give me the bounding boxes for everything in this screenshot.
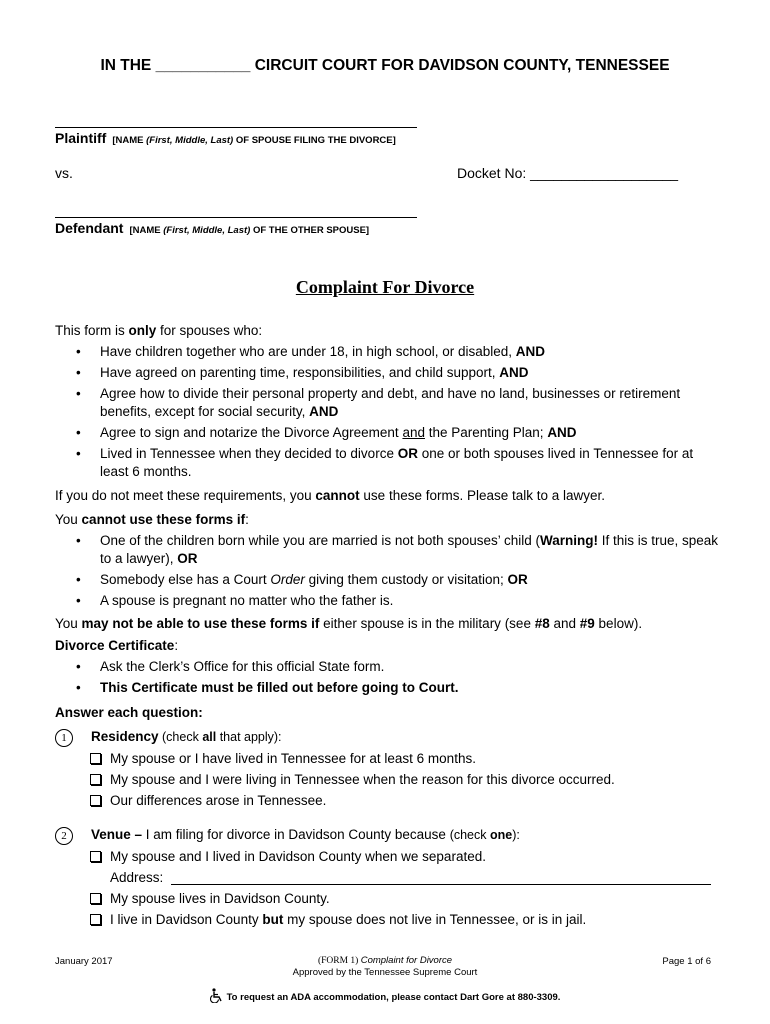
venue-options	[55, 848, 720, 929]
footer-page: Page 1 of 6	[662, 956, 711, 967]
plaintiff-name-line[interactable]	[55, 114, 417, 128]
checkbox[interactable]	[90, 893, 101, 904]
list-item: • Have agreed on parenting time, responsibilities, and child support, AND	[55, 364, 720, 382]
defendant-name-line[interactable]	[55, 204, 417, 218]
footer-approved: Approved by the Tennessee Supreme Court	[292, 967, 478, 978]
plaintiff-label: Plaintiff	[55, 130, 107, 146]
checkbox[interactable]	[90, 914, 101, 925]
venue-option-3[interactable]: I live in Davidson County but my spouse does not live in Tennessee, or is in jail.	[90, 911, 720, 929]
residency-option-1[interactable]: My spouse or I have lived in Tennessee for at least 6 months.	[90, 750, 720, 768]
requirements-list	[55, 343, 720, 481]
checkbox[interactable]	[90, 795, 101, 806]
list-item: • Agree how to divide their personal property and debt, and have no land, businesses or retirement benefits, except for social security, AND	[55, 385, 720, 421]
footer-form: (FORM 1) Complaint for Divorce Approved by the Tennessee Supreme Court	[0, 955, 770, 979]
venue-option-2[interactable]: My spouse lives in Davidson County.	[90, 890, 720, 908]
plaintiff-note: [NAME (First, Middle, Last) OF SPOUSE FILING THE DIVORCE]	[112, 135, 396, 146]
residency-options	[55, 750, 720, 810]
form-title: Complaint For Divorce	[295, 277, 475, 297]
not-meet-text: If you do not meet these requirements, you cannot use these forms. Please talk to a lawyer.	[55, 488, 606, 503]
question-number: 1	[55, 729, 73, 747]
question-label: Residency	[91, 729, 159, 744]
question-label: Venue –	[91, 827, 143, 842]
court-blank[interactable]: ___________	[155, 57, 251, 74]
vs-label: vs.	[55, 165, 73, 181]
list-item: • Have children together who are under 18, in high school, or disabled, AND	[55, 343, 720, 361]
cannot-heading: You cannot use these forms if:	[55, 512, 249, 527]
list-item: • This Certificate must be filled out before going to Court.	[55, 679, 720, 697]
question-residency: 1 Residency (check all that apply):	[55, 728, 720, 747]
footer-date: January 2017	[55, 956, 113, 967]
address-label: Address:	[110, 870, 164, 885]
defendant-label-row	[55, 220, 369, 238]
question-venue: 2 Venue – I am filing for divorce in Davidson County because (check one):	[55, 826, 720, 845]
title-prefix: IN THE	[100, 57, 152, 74]
list-item: • One of the children born while you are married is not both spouses’ child (Warning! If this is true, speak to a lawyer), OR	[55, 532, 720, 568]
residency-option-2[interactable]: My spouse and I were living in Tennessee when the reason for this divorce occurred.	[90, 771, 720, 789]
cannot-list	[55, 532, 720, 610]
form-body	[55, 322, 720, 929]
intro-text: This form is only for spouses who:	[55, 323, 263, 338]
title-suffix: CIRCUIT COURT FOR DAVIDSON COUNTY, TENNESSEE	[254, 57, 670, 74]
checkbox[interactable]	[90, 851, 101, 862]
list-item: • Somebody else has a Court Order giving them custody or visitation; OR	[55, 571, 720, 589]
checkbox[interactable]	[90, 753, 101, 764]
military-text: You may not be able to use these forms if either spouse is in the military (see #8 and #9 below).	[55, 616, 643, 631]
docket-number	[457, 165, 678, 181]
list-item: • A spouse is pregnant no matter who the father is.	[55, 592, 720, 610]
wheelchair-icon	[210, 988, 224, 1006]
checkbox[interactable]	[90, 774, 101, 785]
list-item: • Lived in Tennessee when they decided to divorce OR one or both spouses lived in Tennessee for at least 6 months.	[55, 445, 720, 481]
defendant-note: [NAME (First, Middle, Last) OF THE OTHER SPOUSE]	[129, 225, 370, 236]
list-item: • Agree to sign and notarize the Divorce Agreement and the Parenting Plan; AND	[55, 424, 720, 442]
venue-option-1[interactable]: My spouse and I lived in Davidson County when we separated.	[90, 848, 720, 866]
address-row	[90, 869, 720, 887]
ada-notice: To request an ADA accommodation, please contact Dart Gore at 880-3309.	[0, 988, 770, 1006]
court-title	[0, 57, 770, 75]
list-item: • Ask the Clerk’s Office for this official State form.	[55, 658, 720, 676]
question-number: 2	[55, 827, 73, 845]
plaintiff-label-row	[55, 130, 396, 148]
answer-heading: Answer each question:	[55, 705, 203, 720]
docket-label: Docket No:	[457, 165, 527, 181]
certificate-heading: Divorce Certificate:	[55, 638, 179, 653]
certificate-list	[55, 658, 720, 697]
docket-field[interactable]: ___________________	[530, 165, 679, 181]
defendant-label: Defendant	[55, 220, 124, 236]
residency-option-3[interactable]: Our differences arose in Tennessee.	[90, 792, 720, 810]
address-field[interactable]	[171, 869, 711, 885]
